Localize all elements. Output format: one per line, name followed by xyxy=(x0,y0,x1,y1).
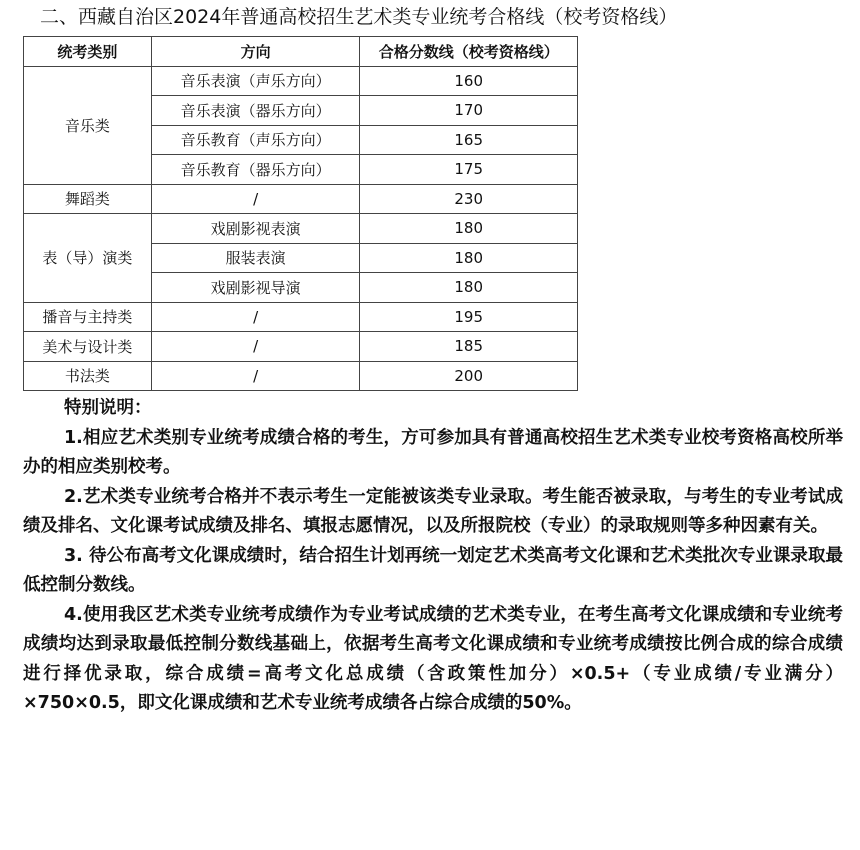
direction-cell: 戏剧影视导演 xyxy=(151,273,360,303)
category-cell: 音乐类 xyxy=(24,66,152,184)
score-table xyxy=(23,36,578,391)
score-cell: 180 xyxy=(360,273,578,303)
score-cell: 230 xyxy=(360,184,578,214)
direction-cell: 音乐表演（声乐方向） xyxy=(151,66,360,96)
score-cell: 180 xyxy=(360,243,578,273)
score-cell: 175 xyxy=(360,155,578,185)
special-notes xyxy=(23,394,843,719)
score-cell: 200 xyxy=(360,361,578,391)
direction-cell: 音乐表演（器乐方向） xyxy=(151,96,360,126)
direction-cell: 戏剧影视表演 xyxy=(151,214,360,244)
notes-title: 特别说明： xyxy=(64,398,152,418)
direction-cell: / xyxy=(151,361,360,391)
table-row xyxy=(24,214,578,244)
direction-cell: / xyxy=(151,184,360,214)
direction-cell: / xyxy=(151,332,360,362)
direction-cell: / xyxy=(151,302,360,332)
category-cell: 播音与主持类 xyxy=(24,302,152,332)
direction-cell: 音乐教育（器乐方向） xyxy=(151,155,360,185)
header-category: 统考类别 xyxy=(24,37,152,67)
note-item: 3. 待公布高考文化课成绩时，结合招生计划再统一划定艺术类高考文化课和艺术类批次专业课录取最低控制分数线。 xyxy=(23,545,843,595)
table-row xyxy=(24,66,578,96)
table-header-row xyxy=(24,37,578,67)
table-row xyxy=(24,332,578,362)
category-cell: 美术与设计类 xyxy=(24,332,152,362)
score-cell: 195 xyxy=(360,302,578,332)
score-cell: 165 xyxy=(360,125,578,155)
table-row xyxy=(24,184,578,214)
score-cell: 170 xyxy=(360,96,578,126)
header-direction: 方向 xyxy=(151,37,360,67)
page-heading: 二、西藏自治区2024年普通高校招生艺术类专业统考合格线（校考资格线） xyxy=(40,6,678,28)
score-cell: 160 xyxy=(360,66,578,96)
note-item: 1.相应艺术类别专业统考成绩合格的考生，方可参加具有普通高校招生艺术类专业校考资格高校所举办的相应类别校考。 xyxy=(23,427,843,477)
direction-cell: 音乐教育（声乐方向） xyxy=(151,125,360,155)
category-cell: 书法类 xyxy=(24,361,152,391)
table-row xyxy=(24,302,578,332)
header-score: 合格分数线（校考资格线） xyxy=(360,37,578,67)
score-cell: 185 xyxy=(360,332,578,362)
category-cell: 舞蹈类 xyxy=(24,184,152,214)
note-item: 2.艺术类专业统考合格并不表示考生一定能被该类专业录取。考生能否被录取，与考生的专业考试成绩及排名、文化课考试成绩及排名、填报志愿情况，以及所报院校（专业）的录取规则等多种因素有关。 xyxy=(23,486,843,536)
score-cell: 180 xyxy=(360,214,578,244)
category-cell: 表（导）演类 xyxy=(24,214,152,303)
direction-cell: 服装表演 xyxy=(151,243,360,273)
table-row xyxy=(24,361,578,391)
note-item: 4.使用我区艺术类专业统考成绩作为专业考试成绩的艺术类专业，在考生高考文化课成绩和专业统考成绩均达到录取最低控制分数线基础上，依据考生高考文化课成绩和专业统考成绩按比例合成的综合成绩进行择优录取，综合成绩=高考文化总成绩（含政策性加分）×0.5+（专业成绩/专业满分）×750×0.5，即文化课成绩和艺术专业统考成绩各占综合成绩的50%。 xyxy=(23,604,843,713)
